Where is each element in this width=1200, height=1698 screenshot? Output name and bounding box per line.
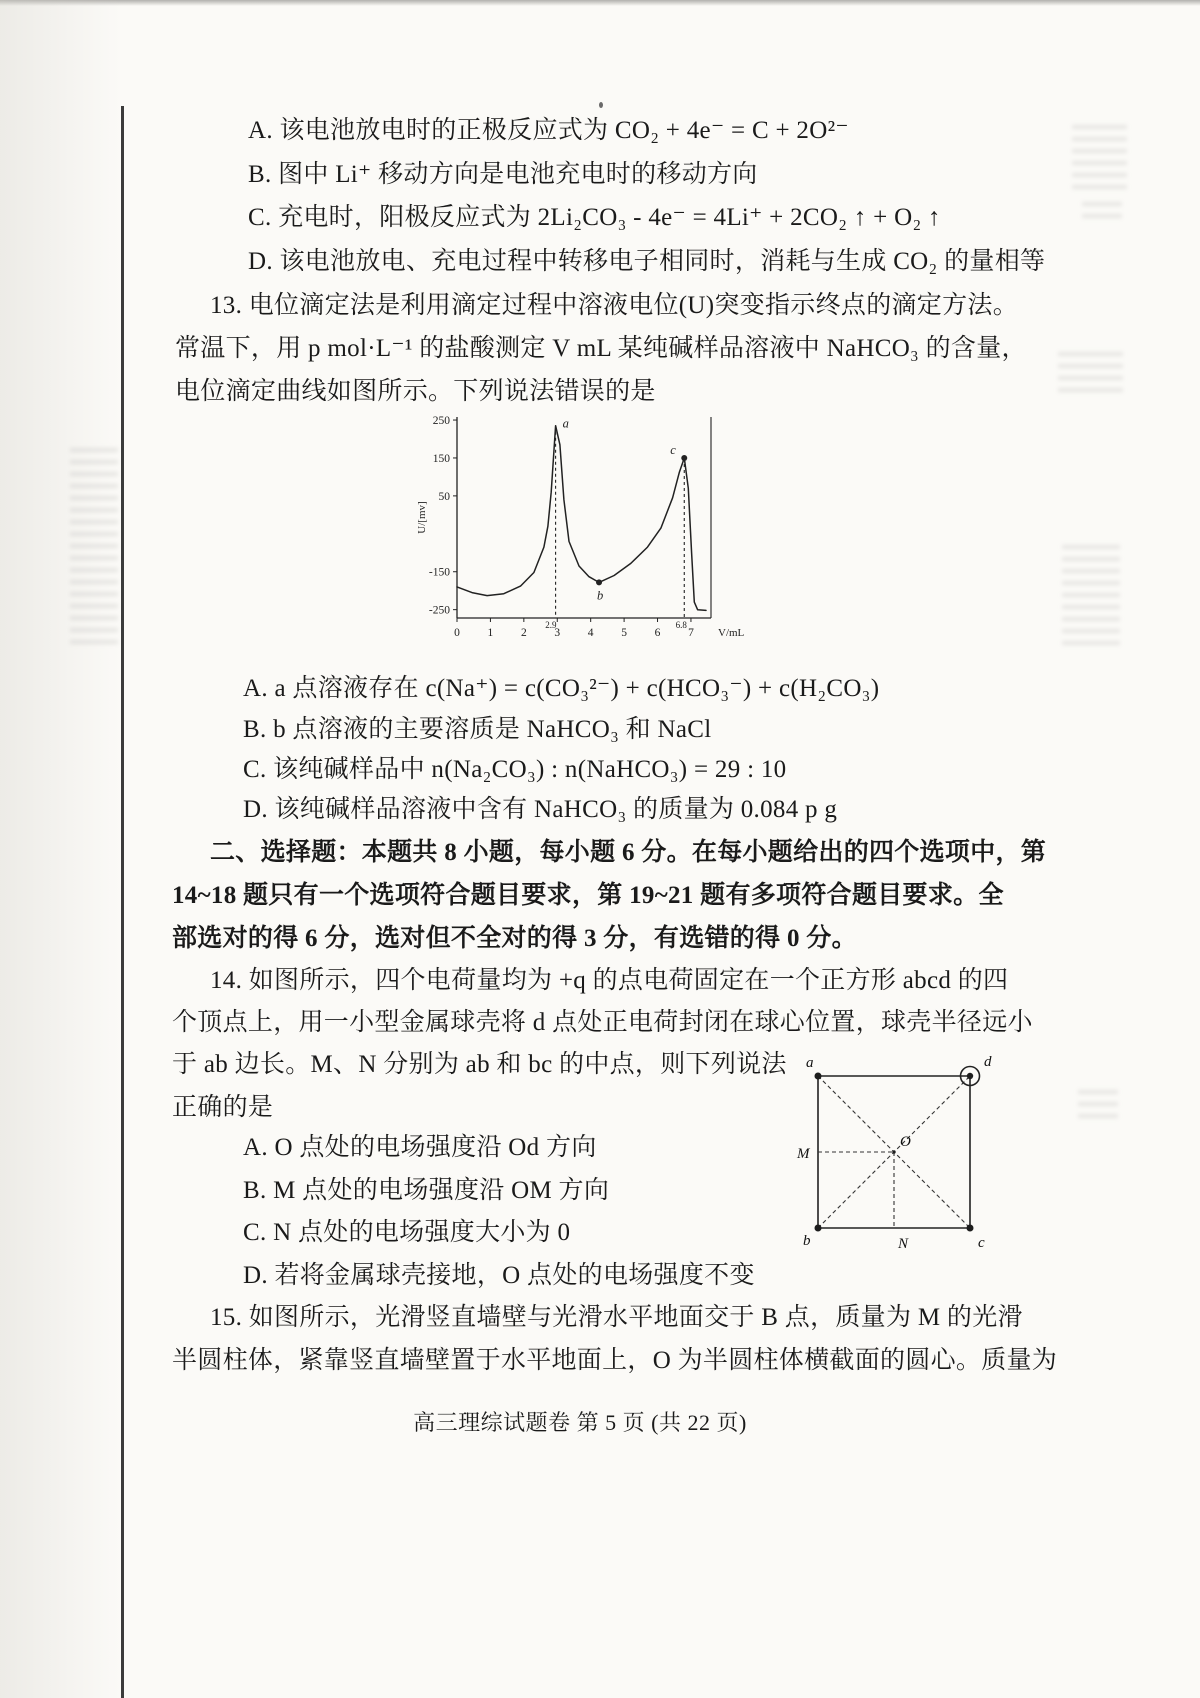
titration-curve bbox=[457, 426, 706, 611]
ink-dot-artifact bbox=[599, 102, 603, 108]
point-dot-b bbox=[596, 579, 602, 585]
q14-diagram-svg bbox=[788, 1046, 1008, 1264]
titration-chart-svg bbox=[415, 403, 765, 651]
q15-stem-line-2: 半圆柱体，紧靠竖直墙壁置于水平地面上，O 为半圆柱体横截面的圆心。质量为 bbox=[172, 1347, 1058, 1374]
label-a: a bbox=[806, 1055, 814, 1071]
q14-option-d: D. 若将金属球壳接地，O 点处的电场强度不变 bbox=[243, 1262, 755, 1289]
q12-option-d: D. 该电池放电、充电过程中转移电子相同时，消耗与生成 CO₂ 的量相等 bbox=[248, 248, 1046, 275]
q13-stem-line-3: 电位滴定曲线如图所示。下列说法错误的是 bbox=[175, 378, 656, 405]
scan-top-edge bbox=[0, 0, 1200, 6]
charge-dot-d bbox=[967, 1073, 973, 1079]
q13-stem-line-1: 13. 电位滴定法是利用滴定过程中溶液电位(U)突变指示终点的滴定方法。 bbox=[210, 292, 1019, 319]
titration-chart bbox=[415, 403, 765, 651]
y-tick-label: -250 bbox=[428, 604, 450, 617]
point-dot-c bbox=[681, 455, 687, 461]
x-tick-label: 5 bbox=[621, 627, 627, 639]
y-tick-label: 150 bbox=[432, 452, 450, 465]
section2-line-1: 二、选择题：本题共 8 小题，每小题 6 分。在每小题给出的四个选项中，第 bbox=[210, 839, 1047, 866]
scan-left-margin bbox=[0, 0, 121, 1698]
label-d: d bbox=[984, 1054, 992, 1070]
x-annotation-label: 2.9 bbox=[545, 620, 557, 630]
label-n: N bbox=[898, 1236, 909, 1252]
y-axis-title: U/[mv] bbox=[416, 501, 428, 534]
q12-option-b: B. 图中 Li⁺ 移动方向是电池充电时的移动方向 bbox=[248, 161, 758, 188]
q14-stem-line-2: 个顶点上，用一小型金属球壳将 d 点处正电荷封闭在球心位置，球壳半径远小 bbox=[172, 1009, 1033, 1036]
label-b: b bbox=[803, 1233, 811, 1249]
q14-option-c: C. N 点处的电场强度大小为 0 bbox=[243, 1219, 571, 1246]
page-footer: 高三理综试题卷 第 5 页 (共 22 页) bbox=[413, 1410, 747, 1435]
q14-diagram bbox=[788, 1046, 1008, 1264]
center-dot-o bbox=[892, 1150, 895, 1153]
label-o: O bbox=[900, 1134, 911, 1150]
x-tick-label: 6 bbox=[654, 627, 661, 639]
bleedthrough-artifact bbox=[70, 448, 118, 648]
q12-option-a: A. 该电池放电时的正极反应式为 CO₂ + 4e⁻ = C + 2O²⁻ bbox=[248, 117, 849, 144]
label-m: M bbox=[797, 1146, 810, 1162]
x-tick-label: 3 bbox=[554, 627, 561, 639]
bleedthrough-artifact bbox=[1078, 1090, 1118, 1120]
y-tick-label: -150 bbox=[428, 566, 450, 579]
x-tick-label: 2 bbox=[520, 627, 527, 639]
point-label-b: b bbox=[597, 588, 604, 603]
x-axis-title: V/mL bbox=[718, 627, 745, 639]
q14-option-a: A. O 点处的电场强度沿 Od 方向 bbox=[243, 1134, 597, 1161]
q13-stem-line-2: 常温下，用 p mol·L⁻¹ 的盐酸测定 V mL 某纯碱样品溶液中 NaHCO₃ 的含量， bbox=[175, 335, 1027, 362]
x-tick-label: 4 bbox=[587, 627, 594, 639]
q14-stem-line-1: 14. 如图所示，四个电荷量均为 +q 的点电荷固定在一个正方形 abcd 的四 bbox=[210, 967, 1009, 994]
x-annotation-label: 6.8 bbox=[675, 620, 687, 630]
x-tick-label: 1 bbox=[487, 627, 494, 639]
label-c: c bbox=[978, 1235, 985, 1251]
y-tick-label: 50 bbox=[438, 490, 450, 503]
q13-option-a: A. a 点溶液存在 c(Na⁺) = c(CO₃²⁻) + c(HCO₃⁻) + c(H₂CO₃) bbox=[243, 675, 880, 702]
q15-stem-line-1: 15. 如图所示，光滑竖直墙壁与光滑水平地面交于 B 点，质量为 M 的光滑 bbox=[210, 1304, 1023, 1331]
y-tick-label: 250 bbox=[432, 415, 450, 428]
x-tick-label: 7 bbox=[688, 627, 694, 639]
charge-dot-b bbox=[815, 1225, 822, 1232]
section2-line-3: 部选对的得 6 分，选对但不全对的得 3 分，有选错的得 0 分。 bbox=[172, 925, 857, 952]
q14-option-b: B. M 点处的电场强度沿 OM 方向 bbox=[243, 1177, 610, 1204]
bleedthrough-artifact bbox=[1062, 545, 1120, 645]
x-tick-label: 0 bbox=[454, 627, 460, 639]
q13-option-b: B. b 点溶液的主要溶质是 NaHCO₃ 和 NaCl bbox=[243, 716, 712, 743]
bleedthrough-artifact bbox=[1058, 352, 1123, 397]
section2-line-2: 14~18 题只有一个选项符合题目要求，第 19~21 题有多项符合题目要求。全 bbox=[172, 882, 1004, 909]
q13-option-d: D. 该纯碱样品溶液中含有 NaHCO₃ 的质量为 0.084 p g bbox=[243, 796, 838, 823]
q14-stem-line-3: 于 ab 边长。M、N 分别为 ab 和 bc 的中点，则下列说法 bbox=[172, 1051, 787, 1078]
q13-option-c: C. 该纯碱样品中 n(Na₂CO₃) : n(NaHCO₃) = 29 : 10 bbox=[243, 756, 787, 783]
charge-dot-a bbox=[815, 1073, 822, 1080]
point-label-a: a bbox=[562, 416, 569, 431]
q12-option-c: C. 充电时，阳极反应式为 2Li₂CO₃ - 4e⁻ = 4Li⁺ + 2CO₂ ↑ + O₂ ↑ bbox=[248, 204, 941, 231]
bleedthrough-artifact bbox=[1072, 125, 1127, 195]
scan-edge-line bbox=[121, 106, 124, 1698]
charge-dot-c bbox=[967, 1225, 974, 1232]
point-label-c: c bbox=[670, 442, 676, 457]
q14-stem-line-4: 正确的是 bbox=[172, 1094, 274, 1121]
bleedthrough-artifact bbox=[1082, 202, 1122, 224]
